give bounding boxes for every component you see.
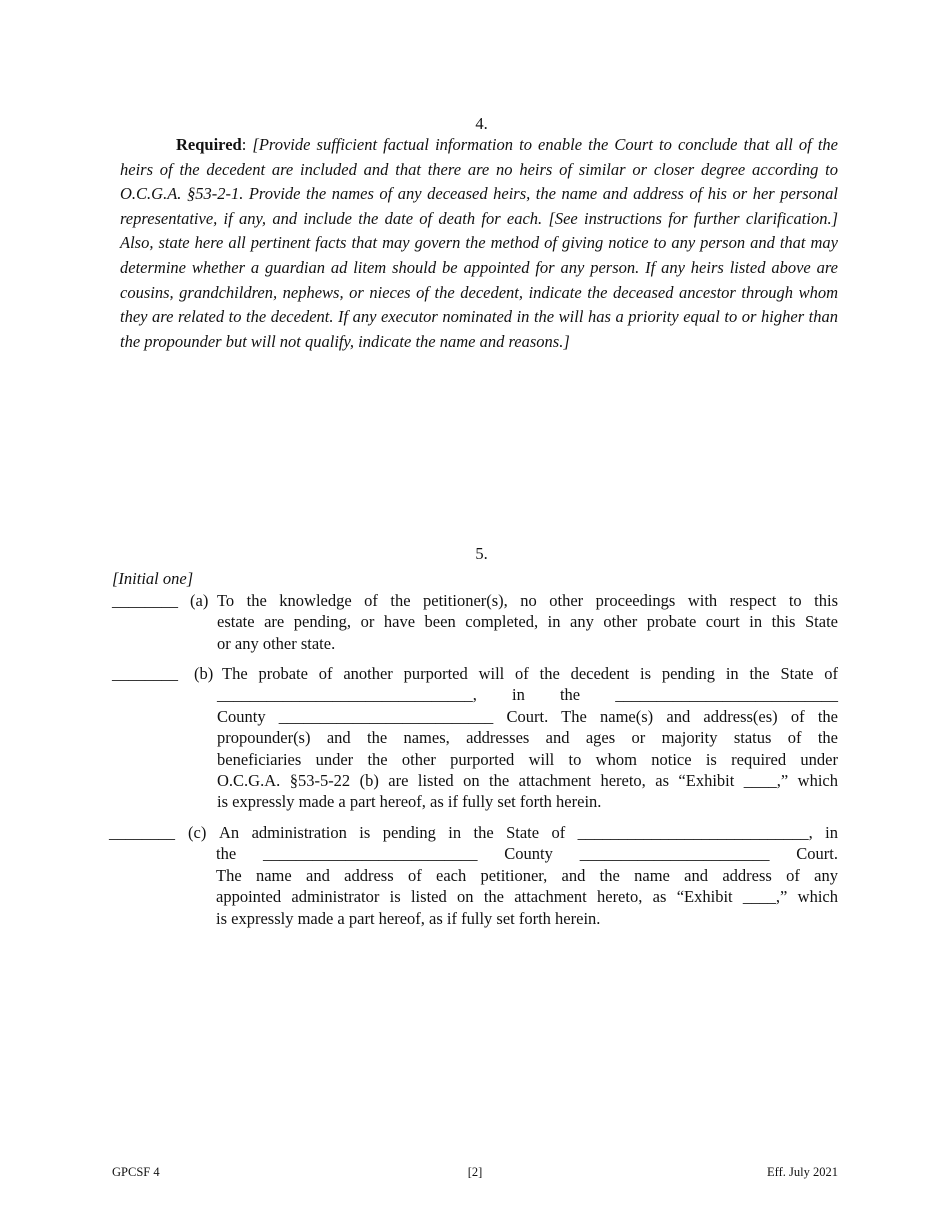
initial-one-instruction: [Initial one] <box>112 569 194 588</box>
section-4-required-paragraph <box>120 133 838 354</box>
section-5-number: 5. <box>475 544 488 563</box>
option-c-first-line <box>219 822 838 843</box>
option-b-line: O.C.G.A. §53-5-22 (b) are listed on the attachment hereto, as “Exhibit ____,” which <box>217 771 838 791</box>
option-c-line: The name and address of each petitioner, and the name and address of any <box>216 865 838 885</box>
option-a-text <box>217 590 838 611</box>
required-instructions: [Provide sufficient factual information to enable the Court to conclude that all of the heirs of the decedent are included and that there are no heirs of similar or closer degree according to O.C.G.A. §53-2-1. Provide the names of any deceased heirs, the name and address of his or her personal representative, if any, and include the date of death for each. [See instructions for further clarification.] Also, state here all pertinent facts that may govern the method of giving notice to any person and that may determine whether a guardian ad litem should be appointed for any person. If any heirs listed above are cousins, grandchildren, nephews, or nieces of the decedent, indicate the deceased ancestor through whom they are related to the decedent. If any executor nominated in the will has a priority equal to or higher than the propounder but will not qualify, indicate the name and reasons.] <box>120 135 839 351</box>
option-c-label: (c) <box>188 823 207 842</box>
option-b-label: (b) <box>194 664 214 683</box>
option-b-line: propounder(s) and the names, addresses and ages or majority status of the <box>217 728 838 748</box>
option-c-line: An administration is pending in the State of ____________________________, in <box>219 823 838 842</box>
option-a-label: (a) <box>190 591 209 610</box>
option-b-line: County __________________________ Court. The name(s) and address(es) of the <box>217 706 838 726</box>
option-b-line: is expressly made a part hereof, as if fully set forth herein. <box>217 792 602 812</box>
section-4-number: 4. <box>475 114 488 133</box>
option-c-line: is expressly made a part hereof, as if fully set forth herein. <box>216 908 601 928</box>
option-b-line: _______________________________, in the ___________________________ <box>217 685 838 705</box>
option-c-line: appointed administrator is listed on the attachment hereto, as “Exhibit ____,” which <box>216 887 838 907</box>
option-a-line: estate are pending, or have been completed, in any other probate court in this State <box>217 612 838 632</box>
option-b-first-line <box>222 663 838 684</box>
option-b-text <box>217 684 838 812</box>
footer-form-id: GPCSF 4 <box>112 1165 160 1179</box>
initial-blank-a[interactable]: ________ <box>112 591 178 610</box>
option-c-line: the __________________________ County _______________________ Court. <box>216 844 838 864</box>
footer-effective-date: Eff. July 2021 <box>767 1165 838 1179</box>
option-a-line: or any other state. <box>217 633 336 653</box>
initial-blank-c[interactable]: ________ <box>109 823 175 842</box>
option-b-line: beneficiaries under the other purported will to whom notice is required under <box>217 749 838 769</box>
option-a-text-cont <box>217 611 838 654</box>
footer-page-number: [2] <box>467 1165 483 1179</box>
option-c-text <box>216 843 838 929</box>
initial-blank-b[interactable]: ________ <box>112 664 178 683</box>
option-b-line: The probate of another purported will of the decedent is pending in the State of <box>222 664 838 683</box>
required-separator: : <box>241 135 253 154</box>
required-label: Required <box>176 135 242 154</box>
option-a-line: To the knowledge of the petitioner(s), no other proceedings with respect to this <box>217 591 838 610</box>
